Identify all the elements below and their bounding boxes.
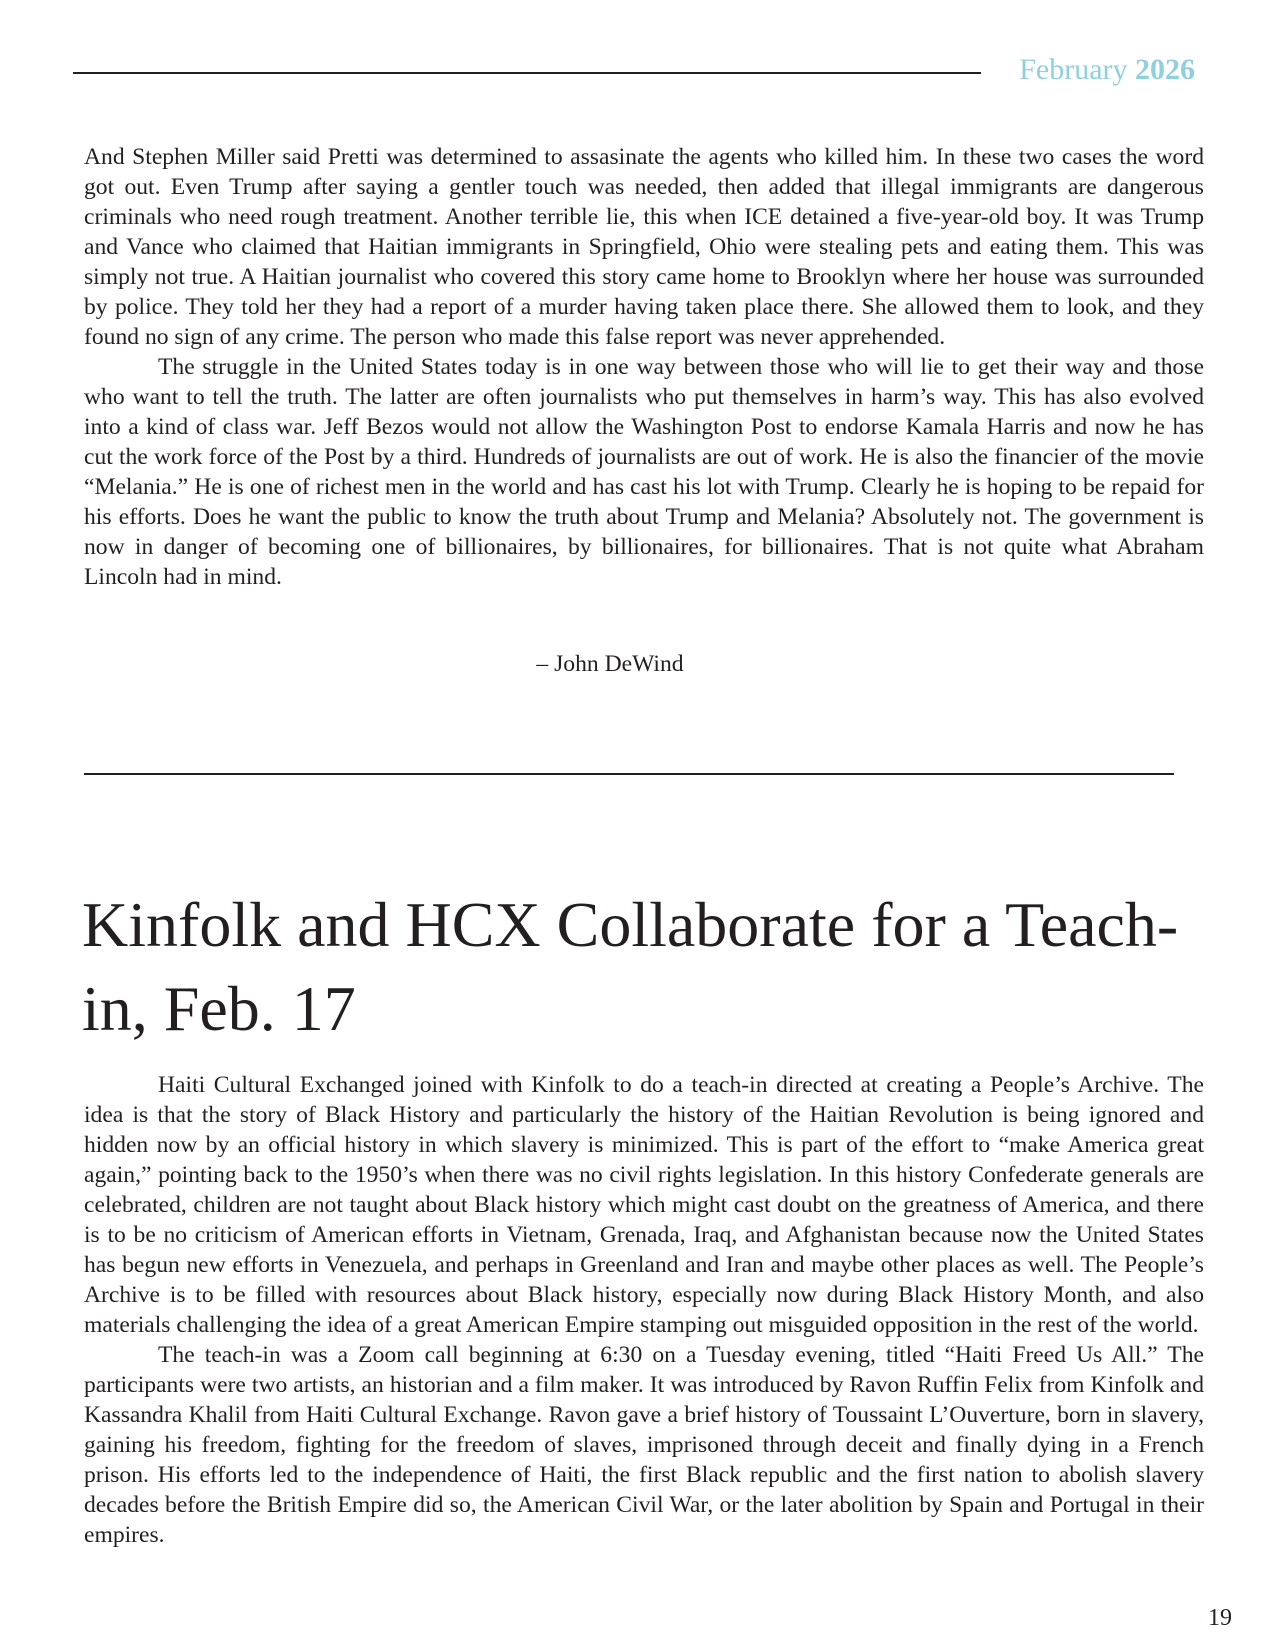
issue-month: February	[1019, 53, 1128, 86]
article-2-paragraph-1: Haiti Cultural Exchanged joined with Kinfolk to do a teach-in directed at creating a People’s Archive. The idea is that the story of Black History and particularly the history of the Haitian Revolution is being ignored and hidden now by an official history in which slavery is minimized. This is part of the effort to “make America great again,” pointing back to the 1950’s when there was no civil rights legislation. In this history Confederate generals are celebrated, children are not taught about Black history which might cast doubt on the greatness of America, and there is to be no criticism of American efforts in Vietnam, Grenada, Iraq, and Afghanistan because now the United States has begun new efforts in Venezuela, and perhaps in Greenland and Iran and maybe other places as well. The People’s Archive is to be filled with resources about Black history, especially now during Black History Month, and also materials challenging the idea of a great American Empire stamping out misguided opposition in the rest of the world.	[84, 1072, 1204, 1338]
page-number: 19	[1208, 1605, 1232, 1631]
article-teach-in	[84, 1070, 1204, 1550]
issue-year: 2026	[1135, 53, 1195, 86]
article-2-title: Kinfolk and HCX Collaborate for a Teach-in, Feb. 17	[82, 889, 1179, 1044]
article-1-paragraph-1: And Stephen Miller said Pretti was determined to assasinate the agents who killed him. In these two cases the word got out. Even Trump after saying a gentler touch was needed, then added that illegal immigrants are dangerous criminals who need rough treatment. Another terrible lie, this when ICE detained a five-year-old boy. It was Trump and Vance who claimed that Haitian immigrants in Springfield, Ohio were stealing pets and eating them. This was simply not true. A Haitian journalist who covered this story came home to Brooklyn where her house was surrounded by police. They told her they had a report of a murder having taken place there. She allowed them to look, and they found no sign of any crime. The person who made this false report was never apprehended.	[84, 144, 1204, 350]
issue-date	[1019, 53, 1195, 87]
article-1-paragraph-2: The struggle in the United States today is in one way between those who will lie to get their way and those who want to tell the truth. The latter are often journalists who put themselves in harm’s way. This has also evolved into a kind of class war. Jeff Bezos would not allow the Washington Post to endorse Kamala Harris and now he has cut the work force of the Post by a third. Hundreds of journalists are out of work. He is also the financier of the movie “Melania.” He is one of richest men in the world and has cast his lot with Trump. Clearly he is hoping to be repaid for his efforts. Does he want the public to know the truth about Trump and Melania? Absolutely not. The government is now in danger of becoming one of billionaires, by billionaires, for billionaires. That is not quite what Abraham Lincoln had in mind.	[84, 354, 1204, 590]
article-continued	[84, 142, 1204, 592]
byline: – John DeWind	[536, 651, 684, 677]
section-divider	[84, 773, 1174, 775]
article-2-paragraph-2: The teach-in was a Zoom call beginning at 6:30 on a Tuesday evening, titled “Haiti Freed Us All.” The participants were two artists, an historian and a film maker. It was introduced by Ravon Ruffin Felix from Kinfolk and Kassandra Khalil from Haiti Cultural Exchange. Ravon gave a brief history of Toussaint L’Ouverture, born in slavery, gaining his freedom, fighting for the freedom of slaves, imprisoned through deceit and finally dying in a French prison. His efforts led to the independence of Haiti, the first Black republic and the first nation to abolish slavery decades before the British Empire did so, the American Civil War, or the later abolition by Spain and Portugal in their empires.	[84, 1342, 1204, 1548]
header-rule	[73, 72, 981, 74]
